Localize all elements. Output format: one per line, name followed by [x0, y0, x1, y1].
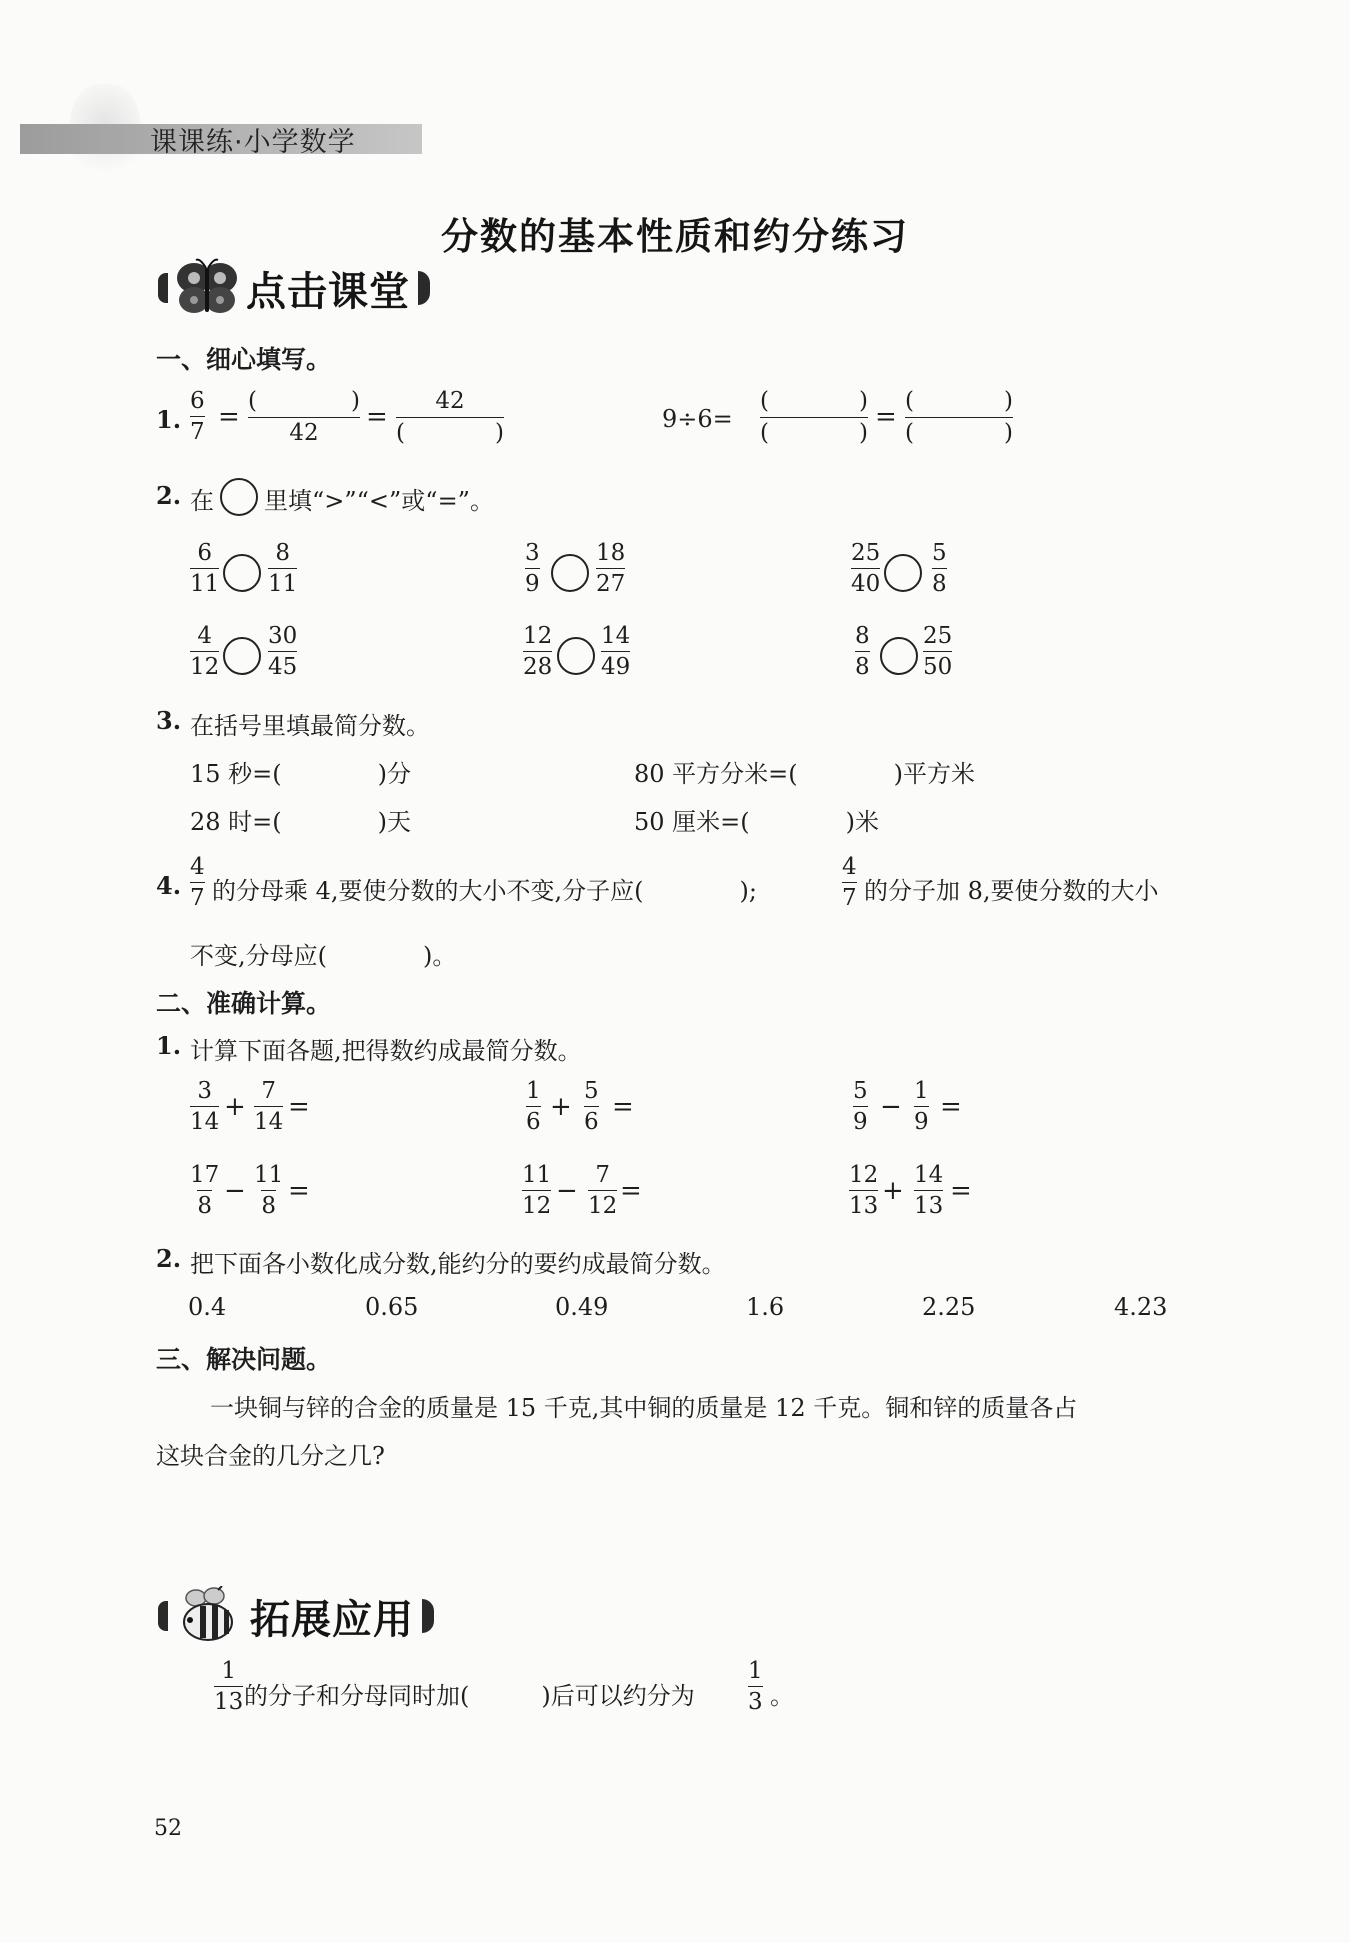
fraction: $\frac{14}{49}$ [601, 623, 631, 680]
decimal-item: 0.65 [365, 1293, 419, 1321]
fraction: $\frac{14}{13}$ [914, 1162, 944, 1219]
circle-blank-icon [220, 478, 258, 516]
q3-number: 3. [156, 706, 182, 735]
banner-left-cap [158, 1601, 168, 1631]
q4-text-line2: 不变,分母应( )。 [190, 942, 457, 970]
section-banner-extend [158, 1586, 434, 1646]
q1-number: 1. [156, 405, 182, 434]
fill-in-fraction[interactable]: 42 ( ) [396, 388, 504, 446]
fraction: $\frac{7}{14}$ [254, 1078, 284, 1135]
part2-heading: 二、准确计算。 [156, 989, 332, 1018]
fraction: $\frac{7}{12}$ [588, 1162, 618, 1219]
fraction: $\frac{30}{45}$ [268, 623, 298, 680]
fraction: $\frac{1}{3}$ [748, 1658, 763, 1715]
fill-in-fraction[interactable]: ( ) ( ) [760, 388, 868, 446]
q2-text-post: 里填“>”“<”或“=”。 [264, 487, 494, 515]
banner-right-cap [422, 1599, 434, 1633]
compare-circle[interactable] [884, 554, 922, 592]
operator: + [550, 1092, 572, 1122]
equals-sign: = [950, 1176, 972, 1206]
banner-right-cap [418, 271, 430, 305]
problem-line-2: 这块合金的几分之几? [156, 1442, 385, 1470]
p2-q1-text: 计算下面各题,把得数约成最简分数。 [190, 1037, 582, 1065]
operator: + [882, 1176, 904, 1206]
equals-sign: = [875, 402, 897, 432]
equals-sign: = [218, 402, 240, 432]
fraction: $\frac{5}{8}$ [932, 540, 947, 597]
butterfly-icon [174, 258, 240, 318]
division-expression: 9÷6= [662, 405, 733, 433]
fraction: $\frac{11}{12}$ [522, 1162, 552, 1219]
part3-heading: 三、解决问题。 [156, 1345, 332, 1374]
decimal-item: 0.4 [188, 1293, 227, 1321]
fraction: $\frac{3}{9}$ [525, 540, 540, 597]
compare-circle[interactable] [223, 554, 261, 592]
decimal-item: 0.49 [555, 1293, 609, 1321]
q4-text-part1: 的分母乘 4,要使分数的大小不变,分子应( ); [212, 877, 757, 905]
q3-item[interactable]: 28 时=( )天 [190, 808, 412, 836]
extend-question-text: 的分子和分母同时加( )后可以约分为 [244, 1682, 695, 1710]
q3-item[interactable]: 80 平方分米=( )平方米 [634, 760, 976, 788]
book-header: 课课练·小学数学 [150, 127, 356, 158]
fraction: $\frac{5}{9}$ [853, 1078, 868, 1135]
fraction: $\frac{3}{14}$ [190, 1078, 220, 1135]
q2-text-pre: 在 [190, 487, 214, 515]
fraction: $\frac{25}{40}$ [851, 540, 881, 597]
equals-sign: = [940, 1092, 962, 1122]
section-banner-click-class [158, 258, 430, 318]
q4-text-part2: 的分子加 8,要使分数的大小 [864, 877, 1159, 905]
extend-question-end: 。 [770, 1682, 794, 1710]
page-number: 52 [154, 1816, 182, 1841]
section-label: 点击课堂 [246, 268, 410, 315]
fraction: $\frac{12}{13}$ [849, 1162, 879, 1219]
q3-text: 在括号里填最简分数。 [190, 712, 430, 740]
fraction: $\frac{4}{7}$ [842, 854, 857, 911]
decimal-item: 4.23 [1114, 1293, 1168, 1321]
decimal-item: 2.25 [922, 1293, 976, 1321]
fraction: $\frac{1}{13}$ [214, 1658, 244, 1715]
compare-circle[interactable] [557, 637, 595, 675]
fraction: $\frac{1}{9}$ [914, 1078, 929, 1135]
q3-item[interactable]: 15 秒=( )分 [190, 760, 412, 788]
fraction: $\frac{17}{8}$ [190, 1162, 220, 1219]
fraction: $\frac{1}{6}$ [526, 1078, 541, 1135]
fill-in-fraction[interactable]: ( ) 42 [248, 388, 360, 446]
p2-q2-text: 把下面各小数化成分数,能约分的要约成最简分数。 [190, 1250, 726, 1278]
fraction: $\frac{4}{7}$ [190, 854, 205, 911]
fraction: $\frac{11}{8}$ [254, 1162, 284, 1219]
bee-icon [174, 1586, 244, 1646]
q2-number: 2. [156, 481, 182, 510]
fraction: $\frac{6}{7}$ [190, 388, 205, 445]
part1-heading: 一、细心填写。 [156, 345, 332, 374]
p2-q1-number: 1. [156, 1031, 182, 1060]
banner-left-cap [158, 273, 168, 303]
equals-sign: = [366, 402, 388, 432]
p2-q2-number: 2. [156, 1244, 182, 1273]
compare-circle[interactable] [551, 554, 589, 592]
equals-sign: = [612, 1092, 634, 1122]
equals-sign: = [620, 1176, 642, 1206]
fill-in-fraction[interactable]: ( ) ( ) [905, 388, 1013, 446]
operator: + [224, 1092, 246, 1122]
fraction: $\frac{5}{6}$ [584, 1078, 599, 1135]
fraction: $\frac{8}{8}$ [855, 623, 870, 680]
section-label: 拓展应用 [250, 1596, 414, 1643]
problem-line-1: 一块铜与锌的合金的质量是 15 千克,其中铜的质量是 12 千克。铜和锌的质量各占 [210, 1394, 1078, 1422]
operator: − [880, 1092, 902, 1122]
fraction: $\frac{25}{50}$ [923, 623, 953, 680]
operator: − [224, 1176, 246, 1206]
decimal-item: 1.6 [746, 1293, 785, 1321]
fraction: $\frac{8}{11}$ [268, 540, 298, 597]
fraction: $\frac{12}{28}$ [523, 623, 553, 680]
compare-circle[interactable] [223, 637, 261, 675]
operator: − [556, 1176, 578, 1206]
page-title: 分数的基本性质和约分练习 [441, 215, 909, 258]
q3-item[interactable]: 50 厘米=( )米 [634, 808, 880, 836]
fraction: $\frac{4}{12}$ [190, 623, 220, 680]
equals-sign: = [288, 1092, 310, 1122]
compare-circle[interactable] [880, 637, 918, 675]
q4-number: 4. [156, 871, 182, 900]
fraction: $\frac{18}{27}$ [596, 540, 626, 597]
fraction: $\frac{6}{11}$ [190, 540, 220, 597]
equals-sign: = [288, 1176, 310, 1206]
